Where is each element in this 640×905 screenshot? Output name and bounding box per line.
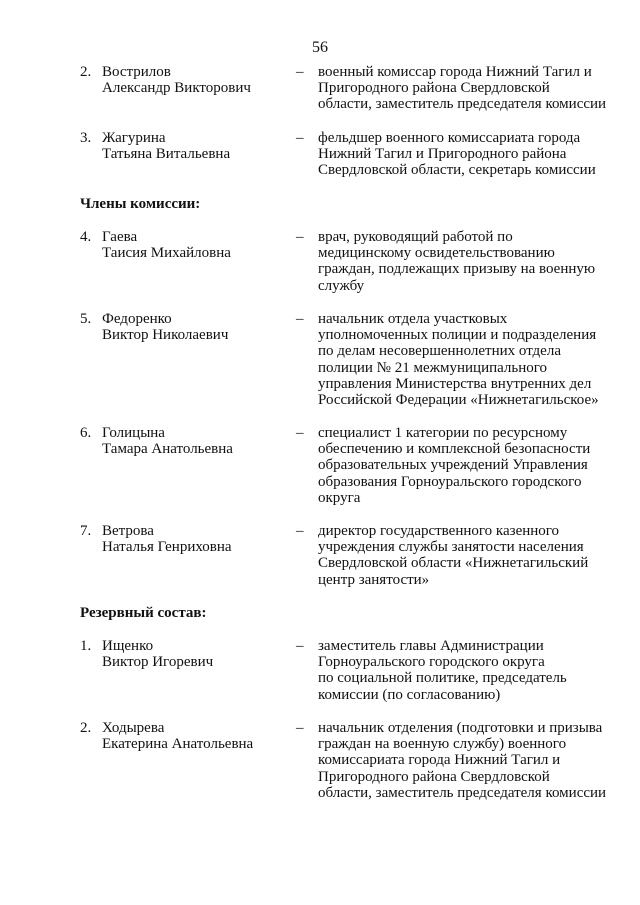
dash-separator: – bbox=[296, 720, 304, 736]
role-line: Пригородного района Свердловской bbox=[318, 768, 550, 785]
role-line: Пригородного района Свердловской bbox=[318, 80, 550, 97]
member-number: 4. bbox=[80, 229, 92, 245]
dash-separator: – bbox=[296, 229, 304, 245]
member-name bbox=[102, 720, 292, 752]
role-line: комиссии (по согласованию) bbox=[318, 686, 501, 703]
member-name bbox=[102, 523, 292, 555]
role-line: медицинскому освидетельствованию bbox=[318, 245, 555, 262]
role-line: граждан, подлежащих призыву на военную bbox=[318, 261, 596, 278]
role-line: Нижний Тагил и Пригородного района bbox=[318, 146, 567, 163]
member-name bbox=[102, 425, 292, 457]
member-given-names: Александр Викторович bbox=[102, 80, 251, 97]
role-line: службу bbox=[318, 277, 365, 294]
dash-separator: – bbox=[296, 130, 304, 146]
role-line: врач, руководящий работой по bbox=[318, 229, 513, 245]
member-role bbox=[318, 64, 618, 113]
dash-separator: – bbox=[296, 523, 304, 539]
member-surname: Вострилов bbox=[102, 64, 171, 80]
page-number: 56 bbox=[312, 39, 328, 56]
role-line: фельдшер военного комиссариата города bbox=[318, 130, 581, 146]
role-line: по социальной политике, председатель bbox=[318, 670, 567, 687]
role-line: Российской Федерации «Нижнетагильское» bbox=[318, 392, 599, 409]
member-name bbox=[102, 64, 292, 96]
role-line: полиции № 21 межмуниципального bbox=[318, 359, 548, 376]
member-surname: Гаева bbox=[102, 229, 138, 245]
member-role bbox=[318, 638, 618, 703]
section-heading-reserve: Резервный состав: bbox=[80, 605, 207, 621]
member-given-names: Наталья Генриховна bbox=[102, 539, 232, 556]
member-given-names: Тамара Анатольевна bbox=[102, 441, 233, 458]
role-line: округа bbox=[318, 489, 361, 506]
dash-separator: – bbox=[296, 64, 304, 80]
role-line: образовательных учреждений Управления bbox=[318, 457, 588, 474]
member-role bbox=[318, 720, 618, 801]
member-number: 6. bbox=[80, 425, 92, 441]
member-name bbox=[102, 229, 292, 261]
role-line: директор государственного казенного bbox=[318, 523, 560, 539]
role-line: управления Министерства внутренних дел bbox=[318, 375, 592, 392]
dash-separator: – bbox=[296, 638, 304, 654]
member-role bbox=[318, 523, 618, 588]
member-role bbox=[318, 311, 618, 408]
role-line: комиссариата города Нижний Тагил и bbox=[318, 752, 561, 769]
member-number: 2. bbox=[80, 720, 92, 736]
role-line: области, заместитель председателя комиссии bbox=[318, 96, 607, 113]
role-line: уполномоченных полиции и подразделения bbox=[318, 327, 597, 344]
role-line: обеспечению и комплексной безопасности bbox=[318, 441, 591, 458]
member-number: 7. bbox=[80, 523, 92, 539]
member-number: 3. bbox=[80, 130, 92, 146]
dash-separator: – bbox=[296, 311, 304, 327]
member-role bbox=[318, 130, 618, 179]
role-line: Свердловской области, секретарь комиссии bbox=[318, 162, 596, 179]
role-line: начальник отдела участковых bbox=[318, 311, 508, 327]
member-surname: Жагурина bbox=[102, 130, 166, 146]
member-given-names: Таисия Михайловна bbox=[102, 245, 231, 262]
member-surname: Ходырева bbox=[102, 720, 165, 736]
role-line: учреждения службы занятости населения bbox=[318, 539, 584, 556]
member-name bbox=[102, 311, 292, 343]
role-line: Горноуральского городского округа bbox=[318, 654, 545, 671]
member-number: 1. bbox=[80, 638, 92, 654]
member-number: 5. bbox=[80, 311, 92, 327]
role-line: Свердловской области «Нижнетагильский bbox=[318, 555, 589, 572]
member-role bbox=[318, 229, 618, 294]
member-given-names: Виктор Игоревич bbox=[102, 654, 214, 671]
member-surname: Федоренко bbox=[102, 311, 172, 327]
section-heading-members: Члены комиссии: bbox=[80, 196, 201, 212]
member-name bbox=[102, 638, 292, 670]
member-surname: Голицына bbox=[102, 425, 165, 441]
member-surname: Ищенко bbox=[102, 638, 154, 654]
role-line: области, заместитель председателя комиссии bbox=[318, 784, 607, 801]
member-role bbox=[318, 425, 618, 506]
role-line: военный комиссар города Нижний Тагил и bbox=[318, 64, 592, 80]
role-line: граждан на военную службу) военного bbox=[318, 736, 567, 753]
member-surname: Ветрова bbox=[102, 523, 154, 539]
role-line: заместитель главы Администрации bbox=[318, 638, 544, 654]
role-line: центр занятости» bbox=[318, 571, 430, 588]
role-line: специалист 1 категории по ресурсному bbox=[318, 425, 568, 441]
role-line: по делам несовершеннолетних отдела bbox=[318, 343, 561, 360]
role-line: образования Горноуральского городского bbox=[318, 473, 582, 490]
dash-separator: – bbox=[296, 425, 304, 441]
role-line: начальник отделения (подготовки и призыва bbox=[318, 720, 603, 736]
member-number: 2. bbox=[80, 64, 92, 80]
member-given-names: Екатерина Анатольевна bbox=[102, 736, 254, 753]
member-given-names: Виктор Николаевич bbox=[102, 327, 229, 344]
member-given-names: Татьяна Витальевна bbox=[102, 146, 231, 163]
member-name bbox=[102, 130, 292, 162]
